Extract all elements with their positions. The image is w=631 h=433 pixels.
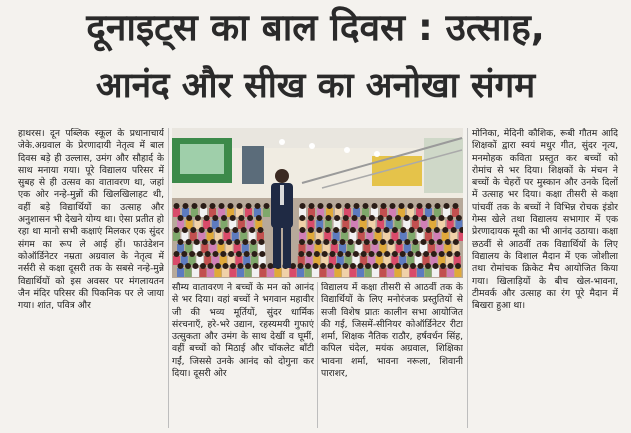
article-text-col3: विद्यालय में कक्षा तीसरी से आठवीं तक के विद्यार्थियों के लिए मनोरंजक प्रस्तुतियों से सजी विशेष प्रातः कालीन सभा आयोजित की गई, जिसमें-सीनियर कोऑर्डिनेटर रीटा शर्मा, शिक्षक नैतिक राठौर, हर्षवर्धन सिंह, कपिल चंदेल, मयंक अग्रवाल, शिक्षिका भावना शर्मा, भावना नरूला, शिवानी पाराशर, <box>321 282 463 380</box>
article-column-3 <box>321 282 463 428</box>
article-column-4 <box>472 128 618 428</box>
column-divider <box>467 128 468 428</box>
column-divider <box>317 282 318 428</box>
article-text-col2: सौम्य वातावरण ने बच्चों के मन को आनंद से भर दिया। वहां बच्चों ने भगवान महावीर जी की भव्य मूर्तियों, सुंदर धार्मिक संरचनाएँ, हरे-भरे उद्यान, रहस्यमयी गुफाएं उत्सुकता और उमंग के साथ देखीं व घूमीं, वहीं बच्चों को मिठाई और चॉकलेट बाँटी गईं, जिससे उनके आनंद को दोगुना कर दिया। दूसरी ओर <box>172 282 314 380</box>
school-assembly-photo <box>172 128 463 278</box>
column-divider <box>168 128 169 428</box>
article-column-2 <box>172 282 314 428</box>
headline-line-1: दूनाइट्स का बाल दिवस : उत्साह, <box>86 6 545 49</box>
headline-line-2: आनंद और सीख का अनोखा संगम <box>95 66 536 106</box>
article-text-col1: हाथरस। दून पब्लिक स्कूल के प्रधानाचार्य जेके.अग्रवाल के प्रेरणादायी नेतृत्व में बाल दिवस बड़े ही उल्लास, उमंग और सौहार्द के साथ मनाया गया। पूरे विद्यालय परिसर में सुबह से ही उत्सव का वातावरण था, जहां एक ओर नन्हे-मुन्नों की खिलखिलाहट थी, वहीं बड़े विद्यार्थियों का उत्साह और अनुशासन भी देखने योग्य था। ऐसा प्रतीत हो रहा था मानो सभी कक्षाएं मिलकर एक सुंदर संगम का रूप ले आई हों। फाउंडेशन कोऑर्डिनेटर नम्रता अग्रवाल के नेतृत्व में नर्सरी से कक्षा दूसरी तक के सबसे नन्हे-मुन्ने विद्यार्थियों को इस अवसर पर मंगलायतन जैन मंदिर परिसर की पिकनिक पर ले जाया गया। शांत, पवित्र और <box>18 128 164 312</box>
article-column-1 <box>18 128 164 428</box>
article-text-col4: मोनिका, मेदिनी कौशिक, रूबी गौतम आदि शिक्षकों द्वारा स्वयं मधुर गीत, सुंदर नृत्य, मनमोहक कविता प्रस्तुत कर बच्चों को रोमांच से भर दिया। शिक्षकों के मंचन ने बच्चों के चेहरों पर मुस्कान और उनके दिलों में उत्साह भर दिया। कक्षा तीसरी से कक्षा पांचवीं तक के बच्चों ने विभिन्न रोचक इंडोर गेम्स खेले तथा विद्यालय सभागार में एक प्रेरणादायक मूवी का भी आनंद उठाया। कक्षा छठवीं से आठवीं तक विद्यार्थियों के लिए विद्यालय के विशाल मैदान में एक जोशीला तथा रोमांचक क्रिकेट मैच आयोजित किया गया। खिलाड़ियों के बीच खेल-भावना, टीमवर्क और उत्साह का रंग पूरे मैदान में बिखरा हुआ था। <box>472 128 618 312</box>
